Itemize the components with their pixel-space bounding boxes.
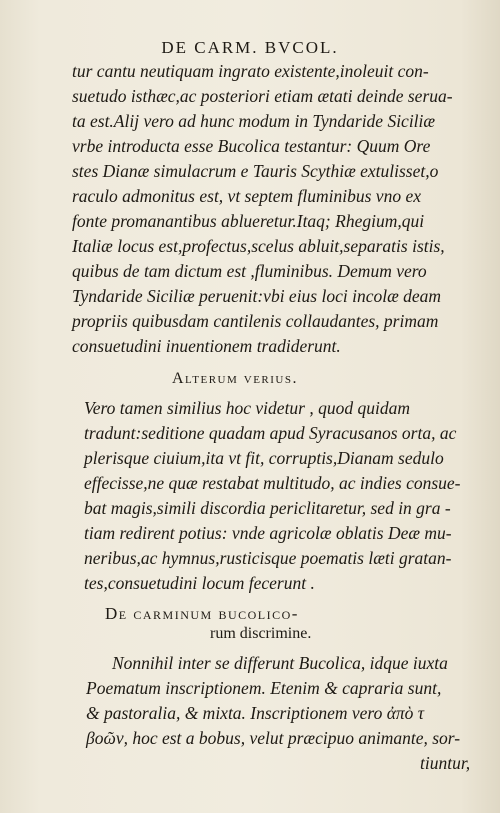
text-line: vrbe introducta esse Bucolica testantur: Quum Ore bbox=[72, 136, 431, 156]
text-line: Vero tamen similius hoc videtur , quod quidam bbox=[84, 398, 410, 418]
text-line: bat magis,simili discordia periclitaretur, sed in gra - bbox=[84, 498, 451, 518]
text-line: raculo admonitus est, vt septem fluminibus vno ex bbox=[72, 186, 421, 206]
text-line: tiam redirent potius: vnde agricolæ oblatis Deæ mu- bbox=[84, 523, 452, 543]
section-heading: Alterum verius. bbox=[172, 370, 298, 387]
running-head: DE CARM. BVCOL. bbox=[161, 38, 339, 57]
text-line: tradunt:seditione quadam apud Syracusanos orta, ac bbox=[84, 423, 457, 443]
text-line: Nonnihil inter se differunt Bucolica, idque iuxta bbox=[112, 653, 448, 673]
text-line: fonte promanantibus ablueretur.Itaq; Rhegium,qui bbox=[72, 211, 425, 231]
text-line: plerisque ciuium,ita vt fit, corruptis,Dianam sedulo bbox=[84, 448, 444, 468]
section-heading-continuation: rum discrimine. bbox=[210, 625, 312, 642]
text-line: tiuntur, bbox=[420, 753, 471, 773]
text-line: quibus de tam dictum est ,fluminibus. Demum vero bbox=[72, 261, 427, 281]
text-line: propriis quibusdam cantilenis collaudantes, primam bbox=[72, 311, 439, 331]
text-line: stes Dianæ simulacrum e Tauris Scythiæ extulisset,o bbox=[72, 161, 439, 181]
text-line: βοῶν, hoc est a bobus, velut præcipuo animante, sor- bbox=[86, 728, 461, 748]
text-line: effecisse,ne quæ restabat multitudo, ac indies consue- bbox=[84, 473, 461, 493]
text-line: tur cantu neutiquam ingrato existente,inoleuit con- bbox=[72, 61, 429, 81]
text-line: Tyndaride Siciliæ peruenit:vbi eius loci incolæ deam bbox=[72, 286, 442, 306]
text-line: tes,consuetudini locum fecerunt . bbox=[84, 573, 315, 593]
text-line: neribus,ac hymnus,rusticisque poematis læti gratan- bbox=[84, 548, 452, 568]
text-line: suetudo isthæc,ac posteriori etiam ætati deinde serua- bbox=[72, 86, 453, 106]
text-line: consuetudini inuentionem tradiderunt. bbox=[72, 336, 341, 356]
text-line: Italiæ locus est,profectus,scelus abluit,separatis istis, bbox=[72, 236, 445, 256]
section-heading: De carminum bucolico- bbox=[105, 604, 299, 623]
text-line: Poematum inscriptionem. Etenim & capraria sunt, bbox=[86, 678, 442, 698]
text-line: & pastoralia, & mixta. Inscriptionem vero ἀπὸ τ bbox=[86, 703, 425, 723]
text-line: ta est.Alij vero ad hunc modum in Tyndaride Siciliæ bbox=[72, 111, 436, 131]
